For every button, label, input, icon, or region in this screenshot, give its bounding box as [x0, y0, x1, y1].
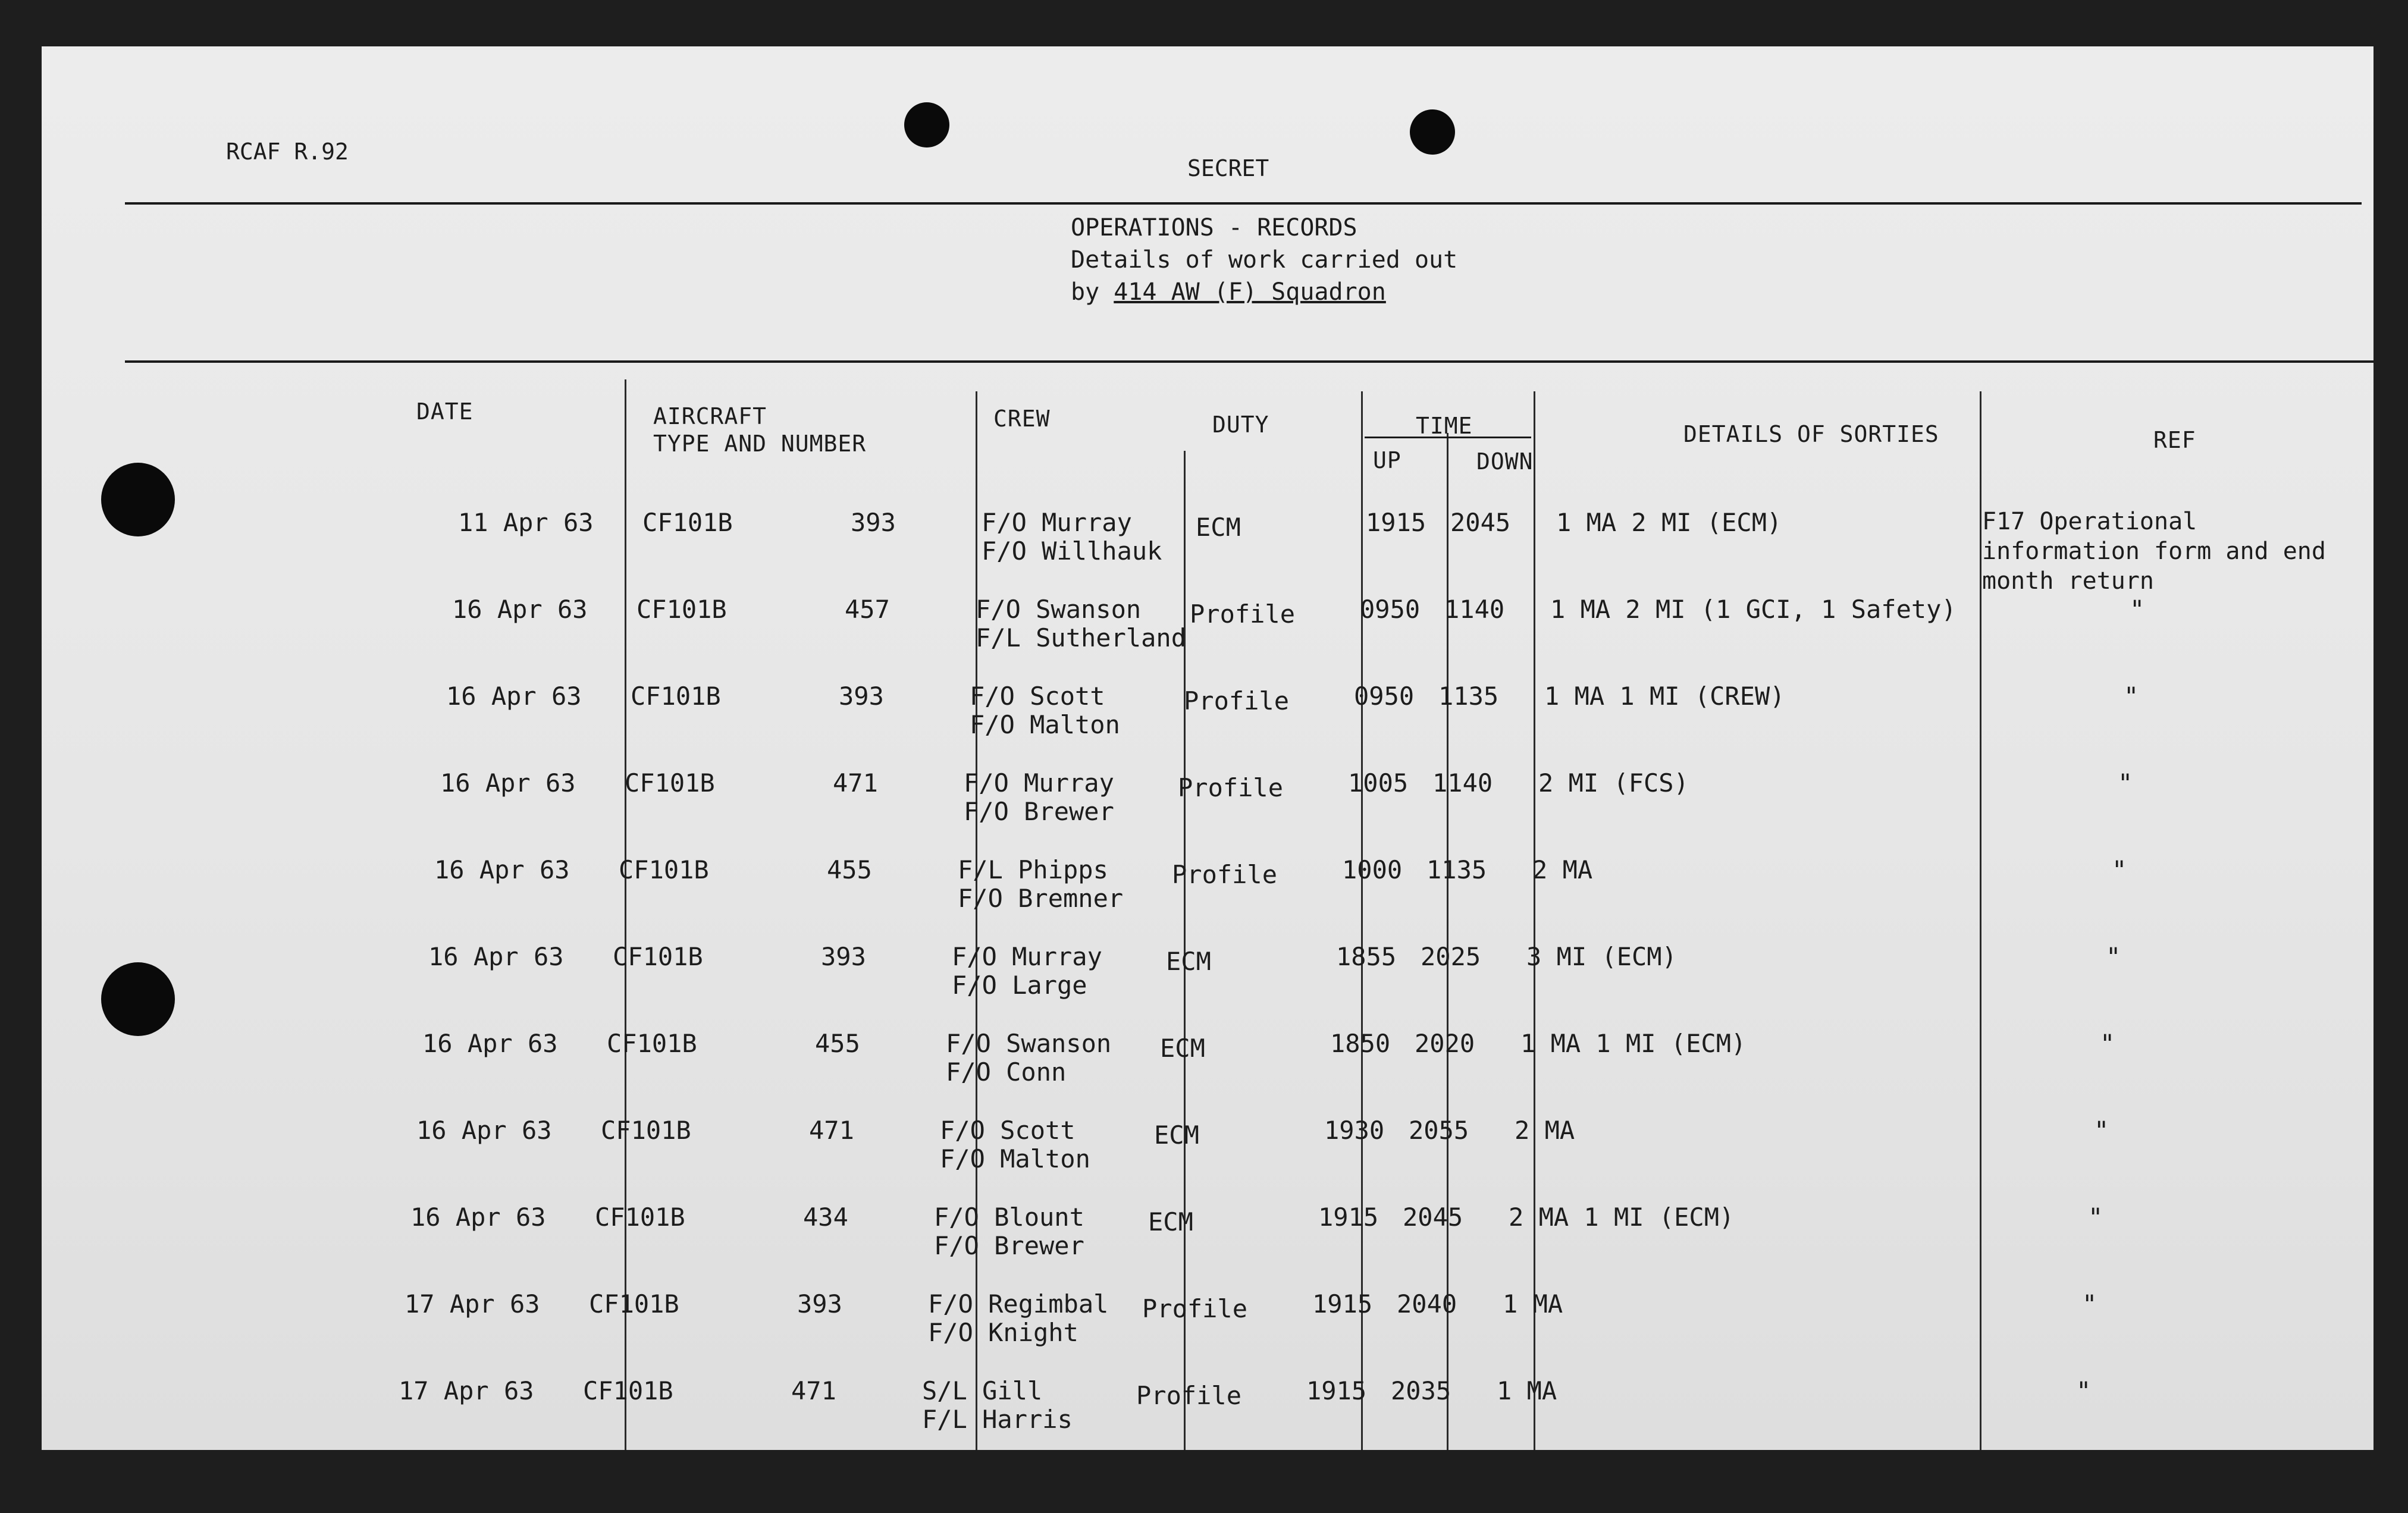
details-cell: 1 MA 1 MI (CREW) — [1544, 682, 1785, 711]
header-rule — [125, 202, 2362, 205]
crew-cell — [982, 510, 1162, 564]
time-down-cell: 2045 — [1450, 508, 1511, 537]
details-cell: 3 MI (ECM) — [1526, 942, 1677, 971]
date-cell: 16 Apr 63 — [452, 595, 588, 624]
header-date: DATE — [416, 398, 474, 425]
duty-cell: ECM — [1166, 947, 1211, 976]
ref-cell: " — [2076, 1376, 2092, 1405]
crew-pilot: F/O Murray — [982, 508, 1132, 537]
duty-cell: ECM — [1160, 1034, 1205, 1063]
ref-cell: " — [2082, 1289, 2097, 1319]
time-down-cell: 1140 — [1432, 768, 1493, 798]
duty-cell: Profile — [1172, 860, 1278, 889]
aircraft-type-cell: CF101B — [601, 1116, 691, 1145]
crew-cell — [928, 1289, 1109, 1347]
time-down-cell: 2025 — [1421, 942, 1481, 971]
time-up-cell: 1850 — [1330, 1029, 1391, 1058]
crew-cell — [970, 684, 1120, 737]
header-up: UP — [1373, 447, 1401, 473]
crew-navigator: F/O Bremner — [958, 884, 1124, 913]
header-details: DETAILS OF SORTIES — [1683, 421, 1939, 447]
header-crew: CREW — [993, 406, 1051, 432]
date-cell: 16 Apr 63 — [410, 1203, 546, 1232]
date-cell: 16 Apr 63 — [440, 768, 576, 798]
record-sheet — [42, 46, 2373, 1450]
crew-pilot: F/O Murray — [964, 768, 1114, 798]
duty-cell: Profile — [1178, 773, 1284, 802]
duty-cell: Profile — [1190, 599, 1296, 629]
crew-pilot: F/O Swanson — [946, 1029, 1112, 1058]
crew-navigator: F/O Malton — [940, 1144, 1090, 1173]
time-down-cell: 2045 — [1403, 1203, 1463, 1232]
duty-cell: ECM — [1196, 513, 1241, 542]
time-down-cell: 2020 — [1415, 1029, 1475, 1058]
header-aircraft: AIRCRAFT — [653, 403, 767, 429]
aircraft-type-cell: CF101B — [595, 1203, 685, 1232]
date-cell: 11 Apr 63 — [458, 508, 594, 537]
aircraft-type-cell: CF101B — [625, 768, 715, 798]
time-up-cell: 0950 — [1354, 682, 1415, 711]
crew-cell — [946, 1031, 1111, 1085]
aircraft-number-cell: 434 — [803, 1203, 848, 1232]
crew-navigator: F/O Willhauk — [982, 536, 1162, 566]
details-cell: 1 MA 2 MI (ECM) — [1556, 508, 1782, 537]
time-up-cell: 1005 — [1348, 768, 1409, 798]
details-cell: 1 MA 1 MI (ECM) — [1520, 1029, 1747, 1058]
details-cell: 2 MI (FCS) — [1538, 768, 1689, 798]
date-cell: 16 Apr 63 — [434, 855, 570, 884]
duty-cell: ECM — [1148, 1207, 1193, 1236]
header-down: DOWN — [1476, 448, 1534, 475]
header-ref: REF — [2153, 427, 2196, 453]
ref-cell: " — [2094, 1116, 2109, 1145]
crew-pilot: F/O Murray — [952, 942, 1102, 971]
ref-cell: " — [2112, 855, 2127, 884]
aircraft-number-cell: 393 — [851, 508, 896, 537]
time-up-cell: 1915 — [1318, 1203, 1379, 1232]
details-cell: 2 MA 1 MI (ECM) — [1509, 1203, 1735, 1232]
aircraft-number-cell: 393 — [821, 942, 866, 971]
ref-cell: " — [2124, 682, 2139, 711]
crew-cell — [922, 1376, 1073, 1434]
date-cell: 16 Apr 63 — [422, 1029, 558, 1058]
details-cell: 1 MA — [1503, 1289, 1563, 1319]
time-down-cell: 2040 — [1397, 1289, 1457, 1319]
header-duty: DUTY — [1212, 412, 1269, 438]
time-up-cell: 1000 — [1342, 855, 1403, 884]
time-up-cell: 1915 — [1366, 508, 1426, 537]
crew-navigator: F/O Knight — [928, 1318, 1078, 1347]
crew-navigator: F/O Brewer — [964, 797, 1114, 826]
ref-cell: " — [2130, 595, 2145, 624]
crew-pilot: S/L Gill — [922, 1376, 1043, 1405]
crew-pilot: F/L Phipps — [958, 855, 1108, 884]
time-up-cell: 1855 — [1336, 942, 1397, 971]
classification-label: SECRET — [1187, 155, 1269, 181]
aircraft-number-cell: 393 — [839, 682, 884, 711]
ref-cell: " — [2088, 1203, 2103, 1232]
time-up-cell: 1915 — [1312, 1289, 1373, 1319]
time-down-cell: 1135 — [1426, 855, 1487, 884]
aircraft-number-cell: 457 — [845, 595, 890, 624]
ref-note: F17 Operational information form and end month return — [1982, 508, 2326, 595]
table-top-rule — [125, 360, 2373, 363]
crew-navigator: F/O Malton — [970, 710, 1120, 739]
details-cell: 1 MA — [1497, 1376, 1557, 1405]
aircraft-type-cell: CF101B — [631, 682, 721, 711]
crew-cell — [964, 768, 1114, 826]
crew-navigator: F/O Brewer — [934, 1231, 1084, 1260]
header-type-number: TYPE AND NUMBER — [653, 431, 867, 457]
title-line-1: OPERATIONS - RECORDS — [1071, 214, 1357, 241]
aircraft-number-cell: 455 — [827, 855, 872, 884]
punch-hole — [101, 962, 175, 1036]
aircraft-number-cell: 471 — [833, 768, 878, 798]
crew-navigator: F/L Harris — [922, 1405, 1073, 1434]
duty-cell: ECM — [1154, 1120, 1199, 1150]
time-up-cell: 0950 — [1360, 595, 1421, 624]
crew-cell — [940, 1118, 1090, 1172]
aircraft-type-cell: CF101B — [619, 855, 709, 884]
time-down-cell: 1135 — [1438, 682, 1499, 711]
form-number: RCAF R.92 — [226, 139, 349, 165]
date-cell: 16 Apr 63 — [416, 1116, 552, 1145]
aircraft-type-cell: CF101B — [642, 508, 733, 537]
date-cell: 17 Apr 63 — [399, 1376, 534, 1405]
header-time: TIME — [1416, 413, 1473, 439]
date-cell: 17 Apr 63 — [405, 1289, 540, 1319]
title-line-2: Details of work carried out — [1071, 246, 1458, 274]
punch-hole — [904, 102, 949, 147]
aircraft-number-cell: 471 — [809, 1116, 854, 1145]
time-up-cell: 1915 — [1306, 1376, 1367, 1405]
time-down-cell: 1140 — [1444, 595, 1505, 624]
aircraft-number-cell: 393 — [797, 1289, 842, 1319]
duty-cell: Profile — [1184, 686, 1290, 715]
date-cell: 16 Apr 63 — [428, 942, 564, 971]
crew-pilot: F/O Regimbal — [928, 1289, 1109, 1319]
details-cell: 1 MA 2 MI (1 GCI, 1 Safety) — [1550, 595, 1956, 624]
crew-navigator: F/O Large — [952, 971, 1087, 1000]
squadron-name: 414 AW (F) Squadron — [1114, 278, 1386, 306]
aircraft-number-cell: 455 — [815, 1029, 860, 1058]
crew-navigator: F/O Conn — [946, 1057, 1067, 1087]
aircraft-type-cell: CF101B — [583, 1376, 673, 1405]
crew-cell — [976, 597, 1186, 651]
crew-pilot: F/O Swanson — [976, 595, 1142, 624]
aircraft-type-cell: CF101B — [607, 1029, 697, 1058]
page-title — [1071, 212, 1457, 308]
crew-cell — [958, 855, 1124, 913]
aircraft-type-cell: CF101B — [637, 595, 727, 624]
aircraft-type-cell: CF101B — [613, 942, 703, 971]
title-by: by — [1071, 278, 1100, 306]
ref-cell: " — [2118, 768, 2133, 798]
punch-hole — [101, 463, 175, 536]
date-cell: 16 Apr 63 — [446, 682, 582, 711]
punch-hole — [1410, 109, 1455, 155]
time-up-cell: 1930 — [1324, 1116, 1385, 1145]
duty-cell: Profile — [1136, 1381, 1242, 1410]
column-divider — [1980, 391, 1981, 1450]
time-down-cell: 2035 — [1391, 1376, 1451, 1405]
crew-cell — [934, 1205, 1084, 1258]
crew-cell — [952, 944, 1102, 998]
crew-pilot: F/O Blount — [934, 1203, 1084, 1232]
ref-cell: " — [2100, 1029, 2115, 1058]
details-cell: 2 MA — [1515, 1116, 1575, 1145]
ref-cell: " — [2106, 942, 2121, 971]
details-cell: 2 MA — [1532, 855, 1593, 884]
title-line-3 — [1071, 276, 1457, 308]
time-down-cell: 2055 — [1409, 1116, 1469, 1145]
crew-navigator: F/L Sutherland — [976, 623, 1187, 652]
aircraft-type-cell: CF101B — [589, 1289, 679, 1319]
crew-pilot: F/O Scott — [970, 682, 1105, 711]
aircraft-number-cell: 471 — [791, 1376, 836, 1405]
duty-cell: Profile — [1142, 1294, 1248, 1323]
crew-pilot: F/O Scott — [940, 1116, 1076, 1145]
